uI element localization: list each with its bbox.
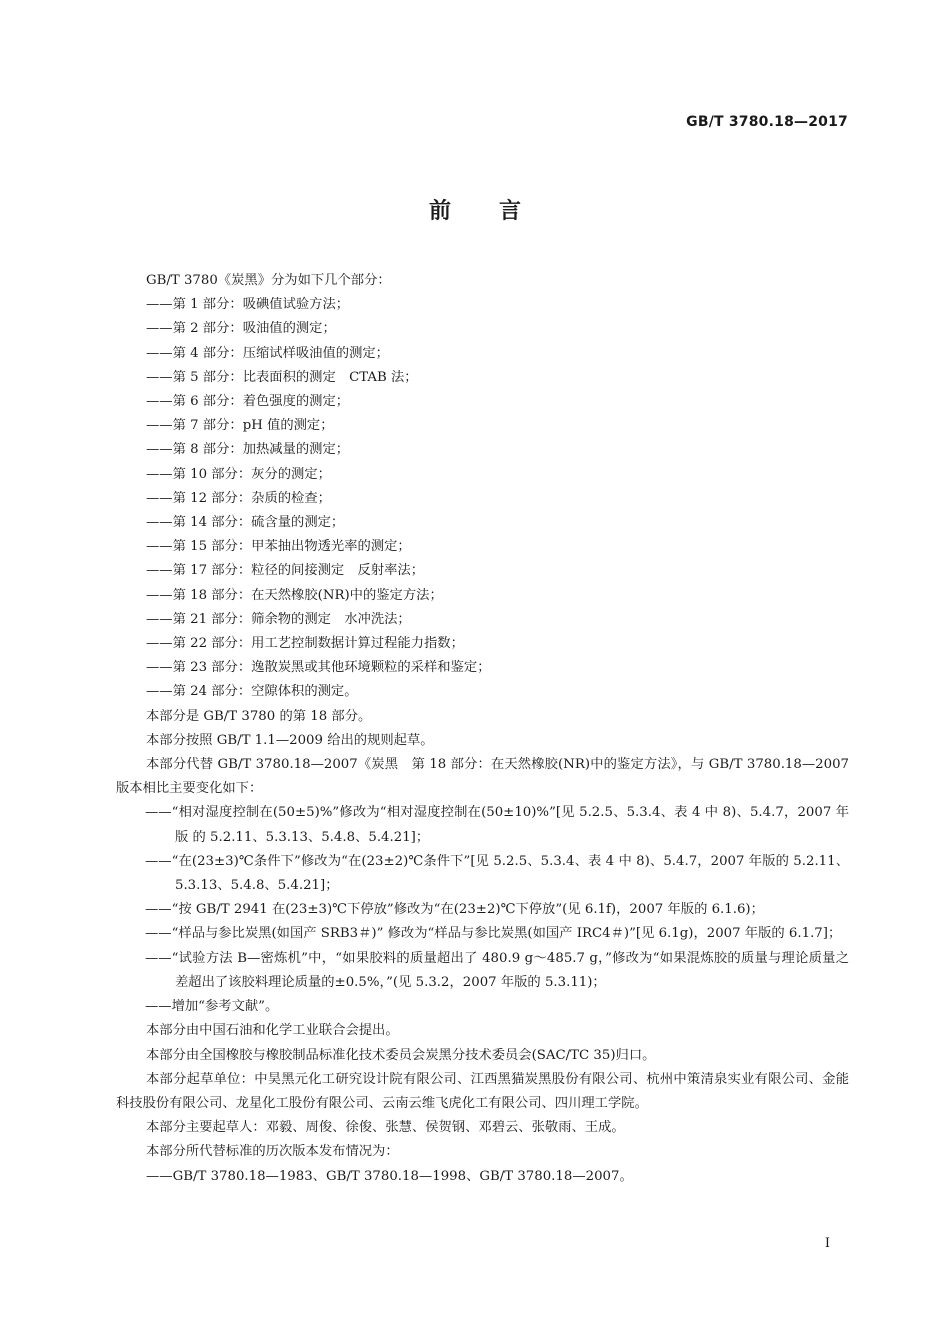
document-body [116,269,849,1189]
list-item: ——第 17 部分：粒径的间接测定 反射率法； [146,563,425,579]
change-item: ——“试验方法 B—密炼机”中，“如果胶料的质量超出了 480.9 g～485.7 g，”修改为“如果混炼胶的质量与理论质量之差超出了该胶料理论质量的±0.5%，”(见 5.3.2，2007 年版的 5.3.11)； [145,950,849,990]
list-item: ——第 15 部分：甲苯抽出物透光率的测定； [146,539,411,555]
list-item: ——第 8 部分：加热减量的测定； [146,442,350,458]
drafters-paragraph: 本部分主要起草人：邓毅、周俊、徐俊、张慧、侯贺钢、邓碧云、张敬雨、王成。 [146,1120,625,1136]
list-item: ——第 5 部分：比表面积的测定 CTAB 法； [146,369,418,385]
list-item: ——第 4 部分：压缩试样吸油值的测定； [146,345,389,361]
page-number: I [824,1236,830,1251]
drafting-rules-paragraph: 本部分按照 GB/T 1.1—2009 给出的规则起草。 [146,732,434,748]
list-item: ——第 12 部分：杂质的检查； [146,490,331,506]
change-item: ——“按 GB/T 2941 在(23±3)℃下停放”修改为“在(23±2)℃下停放”(见 6.1f)，2007 年版的 6.1.6)； [145,902,764,918]
change-item: ——增加“参考文献”。 [145,999,279,1015]
intro-paragraph: GB/T 3780《炭黑》分为如下几个部分： [146,273,391,288]
list-item: ——第 2 部分：吸油值的测定； [146,321,336,337]
list-item: ——第 22 部分：用工艺控制数据计算过程能力指数； [146,636,464,652]
history-item: ——GB/T 3780.18—1983、GB/T 3780.18—1998、GB/T 3780.18—2007。 [146,1168,633,1184]
change-item: ——“相对湿度控制在(50±5)%”修改为“相对湿度控制在(50±10)%”[见 5.2.5、5.3.4、表 4 中 8)、5.4.7，2007 年版 的 5.2.11、5.3.13、5.4.8、5.4.21]； [145,805,849,845]
change-item: ——“在(23±3)℃条件下”修改为“在(23±2)℃条件下”[见 5.2.5、5.3.4、表 4 中 8)、5.4.7，2007 年版的 5.2.11、5.3.13、5.4.8、5.4.21]； [145,853,849,894]
list-item: ——第 21 部分：筛余物的测定 水冲洗法； [146,611,411,627]
list-item: ——第 6 部分：着色强度的测定； [146,394,350,410]
page-title: 前言 [428,199,569,224]
managed-by-paragraph: 本部分由全国橡胶与橡胶制品标准化技术委员会炭黑分技术委员会(SAC/TC 35)归口。 [146,1047,656,1063]
part-of-paragraph: 本部分是 GB/T 3780 的第 18 部分。 [146,708,372,724]
proposed-by-paragraph: 本部分由中国石油和化学工业联合会提出。 [146,1023,399,1039]
list-item: ——第 10 部分：灰分的测定； [146,466,331,482]
standard-code: GB/T 3780.18—2017 [686,114,848,130]
list-item: ——第 18 部分：在天然橡胶(NR)中的鉴定方法； [146,587,443,603]
drafting-units-paragraph: 本部分起草单位：中昊黑元化工研究设计院有限公司、江西黑猫炭黑股份有限公司、杭州中策清泉实业有限公司、金能科技股份有限公司、龙星化工股份有限公司、云南云维飞虎化工有限公司、四川理工学院。 [116,1071,849,1111]
change-item: ——“样品与参比炭黑(如国产 SRB3＃)” 修改为“样品与参比炭黑(如国产 IRC4＃)”[见 6.1g)，2007 年版的 6.1.7]； [145,926,842,942]
list-item: ——第 7 部分：pH 值的测定； [146,418,334,434]
history-intro-paragraph: 本部分所代替标准的历次版本发布情况为： [146,1144,399,1160]
list-item: ——第 23 部分：逸散炭黑或其他环境颗粒的采样和鉴定； [146,660,491,676]
changes-list [116,801,849,1019]
replaces-paragraph: 本部分代替 GB/T 3780.18—2007《炭黑 第 18 部分：在天然橡胶(NR)中的鉴定方法》，与 GB/T 3780.18—2007 版本相比主要变化如下： [116,757,849,797]
list-item: ——第 1 部分：吸碘值试验方法； [146,297,350,313]
parts-list [116,293,849,704]
list-item: ——第 24 部分：空隙体积的测定。 [146,684,358,700]
list-item: ——第 14 部分：硫含量的测定； [146,515,345,531]
